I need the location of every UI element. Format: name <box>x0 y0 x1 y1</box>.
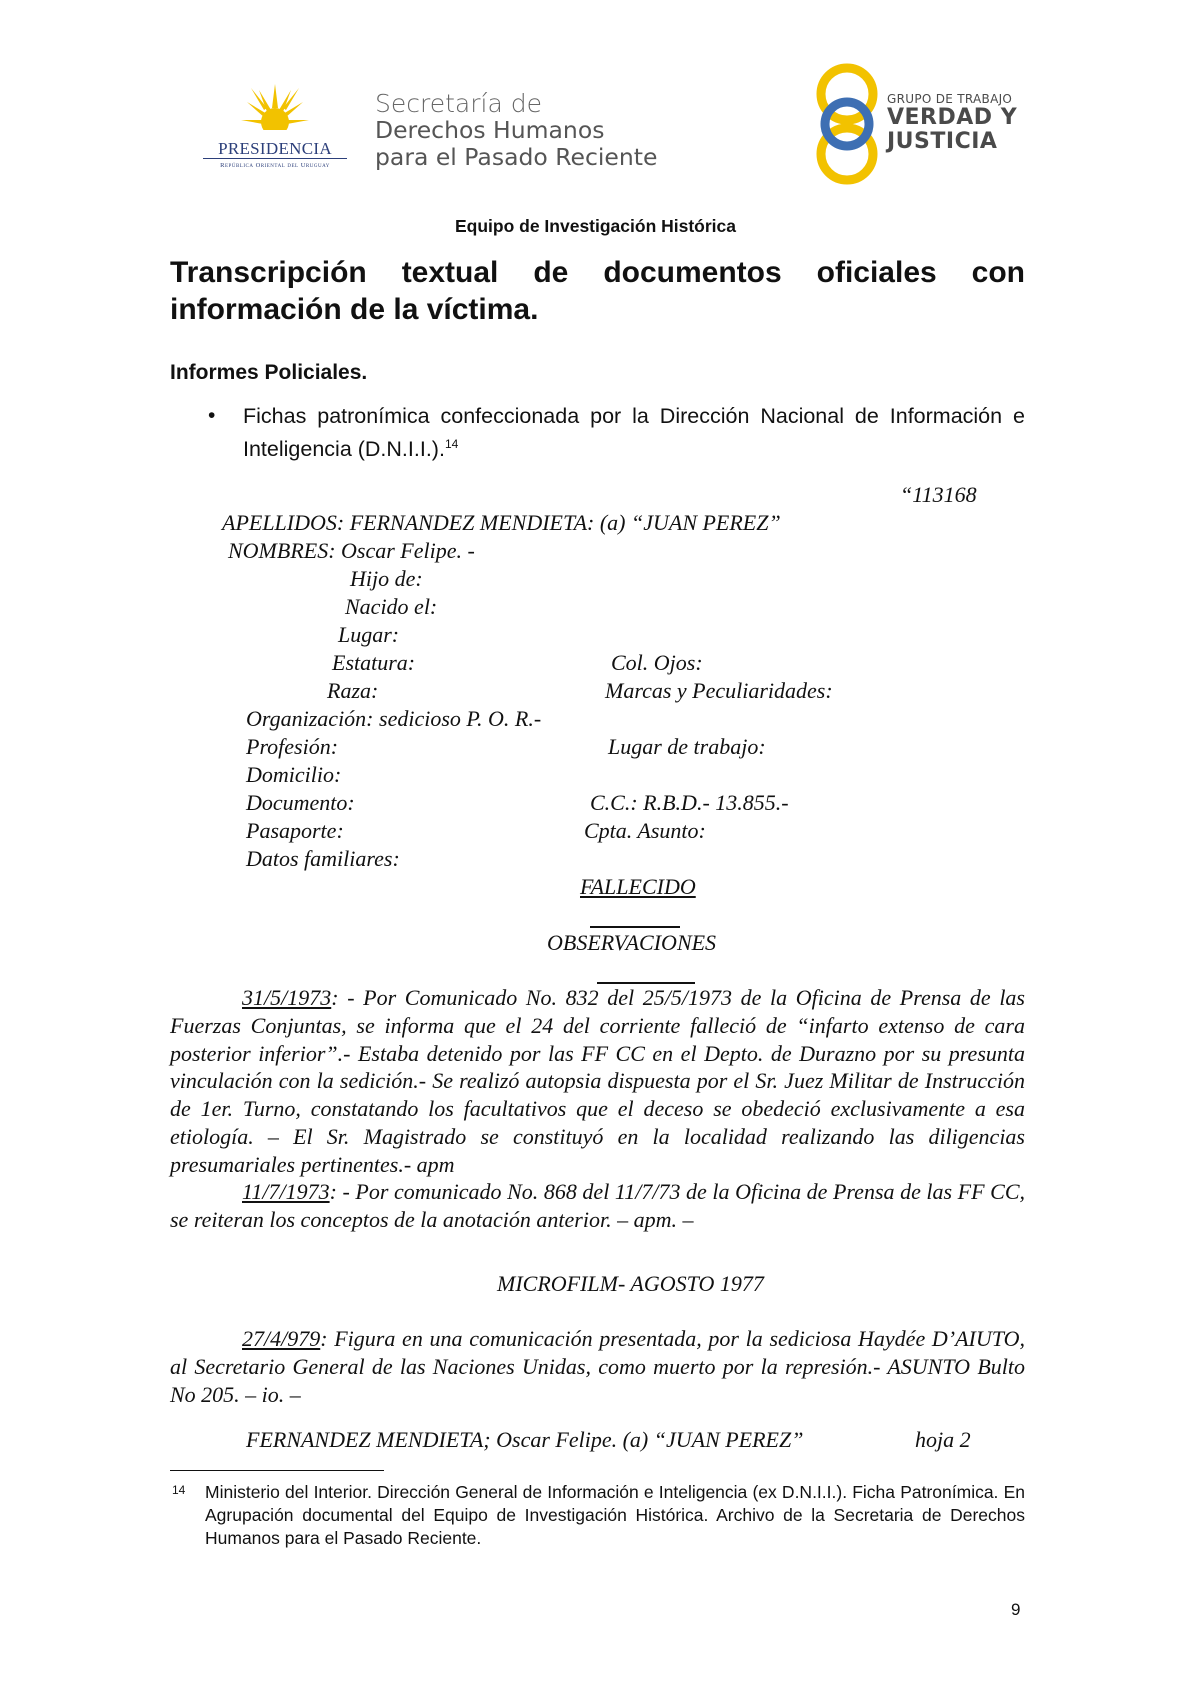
entry-paragraph <box>170 1178 1025 1234</box>
footnote-text: Ministerio del Interior. Dirección General de Información e Inteligencia (ex D.N.I.I.). Ficha Patronímica. En Agrupación documental del Equipo de Investigación Histórica. Archivo de la Secretaria de Derechos Humanos para el Pasado Reciente. <box>205 1482 1025 1548</box>
presidencia-logo <box>195 82 355 174</box>
sheet-name: FERNANDEZ MENDIETA; Oscar Felipe. (a) “JUAN PEREZ” <box>246 1427 804 1452</box>
bullet-icon: • <box>208 404 216 427</box>
presidencia-name: PRESIDENCIA <box>218 139 332 158</box>
ficha-lugar: Lugar: <box>338 622 400 647</box>
ficha-profesion: Profesión: <box>246 734 339 759</box>
section-heading: Informes Policiales. <box>170 361 368 384</box>
ficha-number: “113168 <box>900 482 977 507</box>
ficha-nacido: Nacido el: <box>345 594 438 619</box>
entry-text: : - Por comunicado No. 868 del 11/7/73 de la Oficina de Prensa de las FF CC, se reiteran los conceptos de la anotación anterior. – apm. – <box>170 1179 1025 1232</box>
logo-divider <box>203 158 347 159</box>
page-number: 9 <box>1011 1600 1021 1619</box>
ficha-familiares: Datos familiares: <box>246 846 400 871</box>
rings-icon <box>812 62 882 186</box>
footnote-ref: 14 <box>444 437 459 451</box>
bullet-text: Fichas patronímica confeccionada por la Dirección Nacional de Información e Inteligencia (D.N.I.I.). <box>243 404 1025 462</box>
divider-rule <box>590 926 680 928</box>
ficha-raza: Raza: <box>327 678 379 703</box>
ficha-hijo: Hijo de: <box>350 566 423 591</box>
ficha-apellidos: APELLIDOS: FERNANDEZ MENDIETA: (a) “JUAN PEREZ” <box>222 510 781 535</box>
ficha-nombres: NOMBRES: Oscar Felipe. - <box>228 538 475 563</box>
sun-icon <box>237 82 313 138</box>
footnote-number: 14 <box>172 1483 186 1497</box>
grupo-text <box>887 92 1017 154</box>
ficha-asunto: Cpta. Asunto: <box>584 818 706 843</box>
bullet-item <box>243 402 1025 463</box>
page-title: Transcripción textual de documentos oficiales con información de la víctima. <box>170 256 1025 326</box>
ficha-domicilio: Domicilio: <box>246 762 342 787</box>
presidencia-subtitle: República Oriental del Uruguay <box>220 162 330 169</box>
ficha-estatura: Estatura: <box>332 650 416 675</box>
secretaria-title <box>375 90 657 171</box>
secretaria-line-3: para el Pasado Reciente <box>375 143 658 171</box>
entry-date: 11/7/1973 <box>242 1179 330 1204</box>
entry-date: 27/4/979 <box>242 1326 321 1351</box>
verdad-justicia-logo <box>812 62 1022 186</box>
ficha-documento: Documento: <box>246 790 355 815</box>
entry-text: : Figura en una comunicación presentada, por la sediciosa Haydée D’AIUTO, al Secretario General de las Naciones Unidas, como muerto por la represión.- ASUNTO Bulto No 205. – io. – <box>170 1326 1025 1407</box>
ficha-pasaporte: Pasaporte: <box>246 818 344 843</box>
grupo-line-3: JUSTICIA <box>887 129 998 154</box>
secretaria-line-2: Derechos Humanos <box>375 116 605 144</box>
ficha-ojos: Col. Ojos: <box>611 650 703 675</box>
entry-text: : - Por Comunicado No. 832 del 25/5/1973 de la Oficina de Prensa de las Fuerzas Conjuntas, se informa que el 24 del corriente falleció de “infarto extenso de cara posterior inferior”.- Estaba detenido por las FF CC en el Depto. de Durazno por su presunta vinculación con la sedición.- Se realizó autopsia dispuesta por el Sr. Juez Militar de Instrucción de 1er. Turno, constatando los facultativos que el deceso se obedeció exclusivamente a esa etiología. – El Sr. Magistrado se constituyó en la localidad realizando las diligencias presumariales pertinentes.- apm <box>170 985 1025 1177</box>
entry-paragraph <box>170 984 1025 1179</box>
ficha-observaciones: OBSERVACIONES <box>547 930 717 955</box>
ficha-lugar-trabajo: Lugar de trabajo: <box>608 734 766 759</box>
entry-date: 31/5/1973 <box>242 985 332 1010</box>
ficha-marcas: Marcas y Peculiaridades: <box>605 678 833 703</box>
ficha-fallecido: FALLECIDO <box>580 874 696 899</box>
team-heading: Equipo de Investigación Histórica <box>454 216 737 236</box>
entry-paragraph <box>170 1325 1025 1408</box>
footnote-rule <box>170 1470 384 1471</box>
grupo-line-2: VERDAD Y <box>887 105 1018 130</box>
secretaria-line-1: Secretaría de <box>375 89 542 118</box>
ficha-cc: C.C.: R.B.D.- 13.855.- <box>590 790 789 815</box>
sheet-page: hoja 2 <box>915 1427 971 1452</box>
ficha-organizacion: Organización: sedicioso P. O. R.- <box>246 706 542 731</box>
microfilm-label: MICROFILM- AGOSTO 1977 <box>497 1271 764 1296</box>
grupo-line-1: GRUPO DE TRABAJO <box>887 92 1013 106</box>
